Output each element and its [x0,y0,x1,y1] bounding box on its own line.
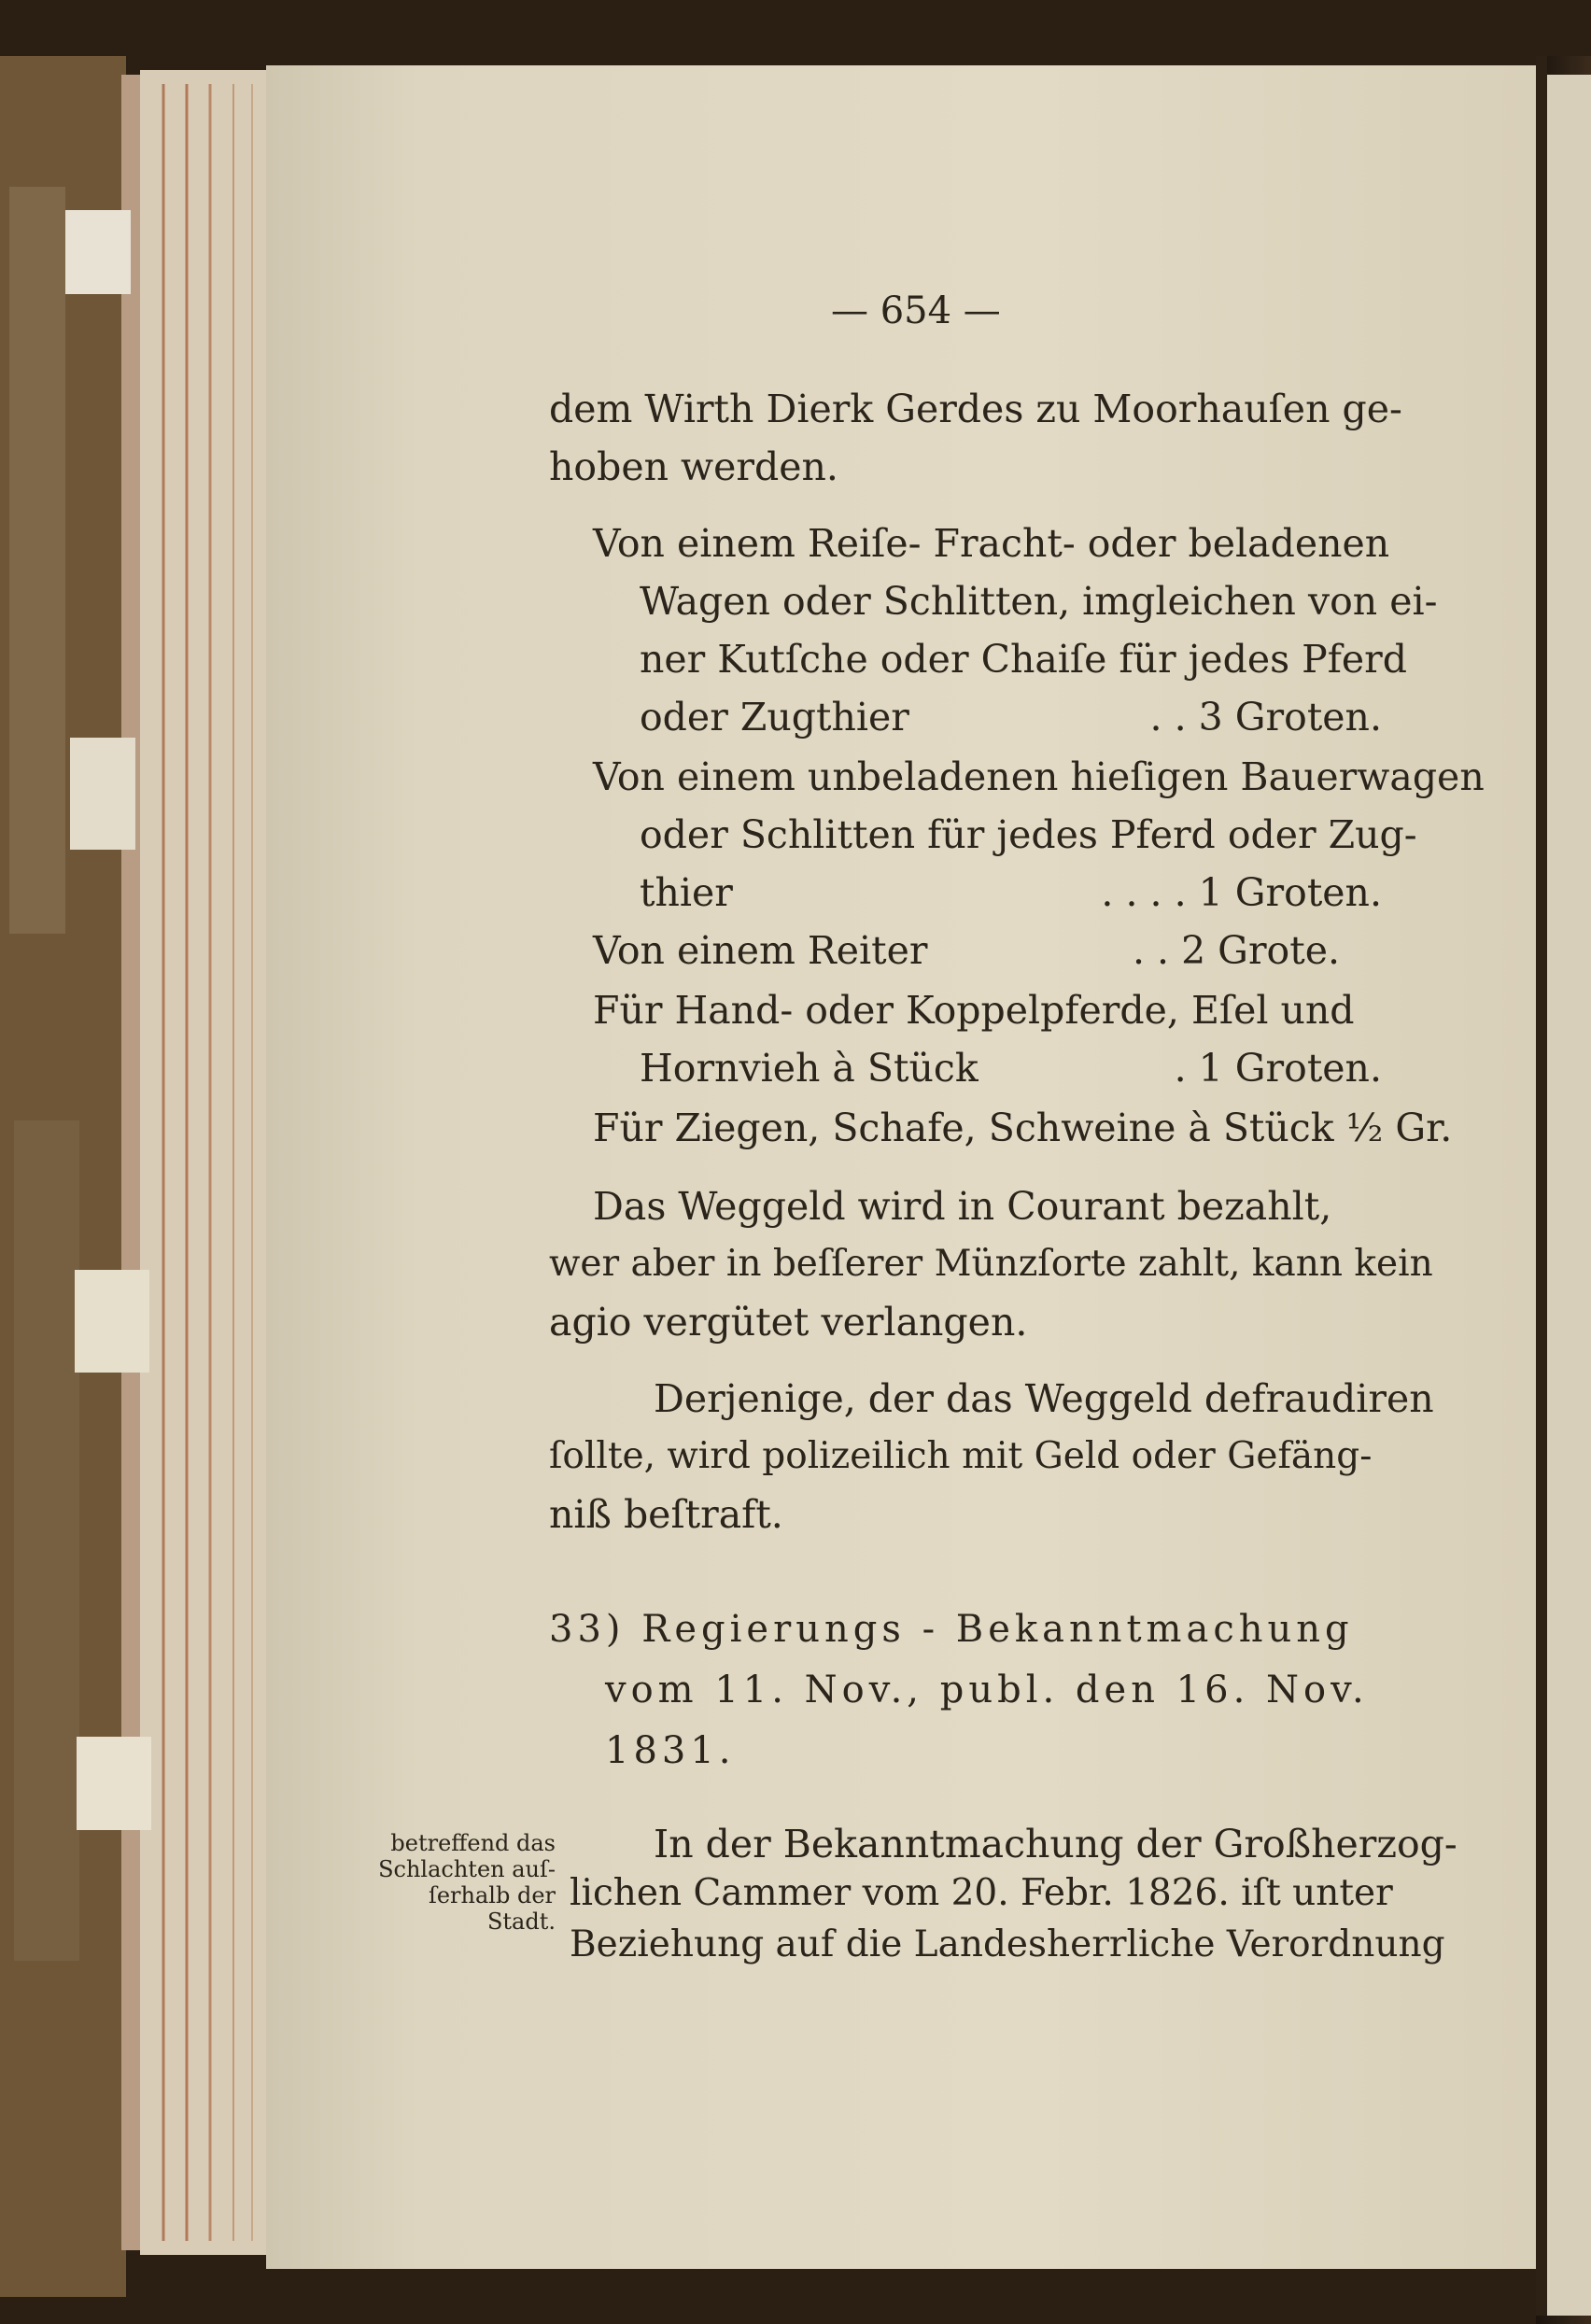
text-line: agio vergütet verlangen. [549,1300,1028,1345]
margin-note-line: ſerhalb der [428,1882,556,1908]
text-line: Für Hand- oder Koppelpferde, Eſel und [593,988,1355,1033]
text-line: wer aber in beſſerer Münzſorte zahlt, kann kein [549,1243,1433,1285]
text-line: In der Bekanntmachung der Großherzog- [654,1822,1457,1866]
tariff-price: . . 3 Groten. [1149,695,1382,739]
tariff-price: . . 2 Grote. [1132,928,1340,973]
text-line: Von einem Reiſe- Fracht- oder beladenen [593,521,1390,566]
text-line: dem Wirth Dierk Gerdes zu Moorhauſen ge- [549,387,1402,431]
text-line: Von einem unbeladenen hieſigen Bauerwagen [593,754,1485,799]
text-line: oder Schlitten für jedes Pferd oder Zug- [640,812,1417,857]
tariff-item: thier [640,870,733,915]
tariff-item: oder Zugthier [640,695,909,739]
tariff-price: . 1 Groten. [1174,1046,1382,1091]
text-line: Wagen oder Schlitten, imgleichen von ei- [640,579,1438,624]
text-line: Beziehung auf die Landesherrliche Verordnung [570,1923,1445,1965]
text-line: ner Kutſche oder Chaiſe für jedes Pferd [640,637,1408,682]
text-line: ſollte, wird polizeilich mit Geld oder Gefäng- [549,1435,1373,1477]
margin-note-line: Stadt. [486,1908,556,1935]
tariff-line [640,695,1382,739]
text-line: lichen Cammer vom 20. Febr. 1826. iſt unter [570,1872,1393,1914]
tariff-line [640,870,1382,915]
text-line: Für Ziegen, Schafe, Schweine à Stück ½ Gr. [593,1106,1453,1150]
tariff-price: . . . . 1 Groten. [1101,870,1382,915]
text-line: niß beſtraft. [549,1492,783,1537]
margin-note-line: betreffend das [390,1830,556,1856]
tariff-line [593,928,1340,973]
page-number: — 654 — [831,289,1001,332]
text-line: hoben werden. [549,444,838,489]
section-heading: 1831. [605,1729,736,1772]
tariff-item: Von einem Reiter [593,928,928,973]
tariff-item: Hornvieh à Stück [640,1046,979,1091]
margin-note-line: Schlachten auſ- [378,1856,556,1882]
margin-note [308,1830,556,1935]
text-line: Das Weggeld wird in Courant bezahlt, [593,1184,1332,1229]
tariff-line [640,1046,1382,1091]
text-line: Derjenige, der das Weggeld defraudiren [654,1376,1434,1421]
section-heading: 33) Regierungs - Bekanntmachung [549,1608,1354,1651]
section-heading: vom 11. Nov., publ. den 16. Nov. [605,1669,1369,1711]
